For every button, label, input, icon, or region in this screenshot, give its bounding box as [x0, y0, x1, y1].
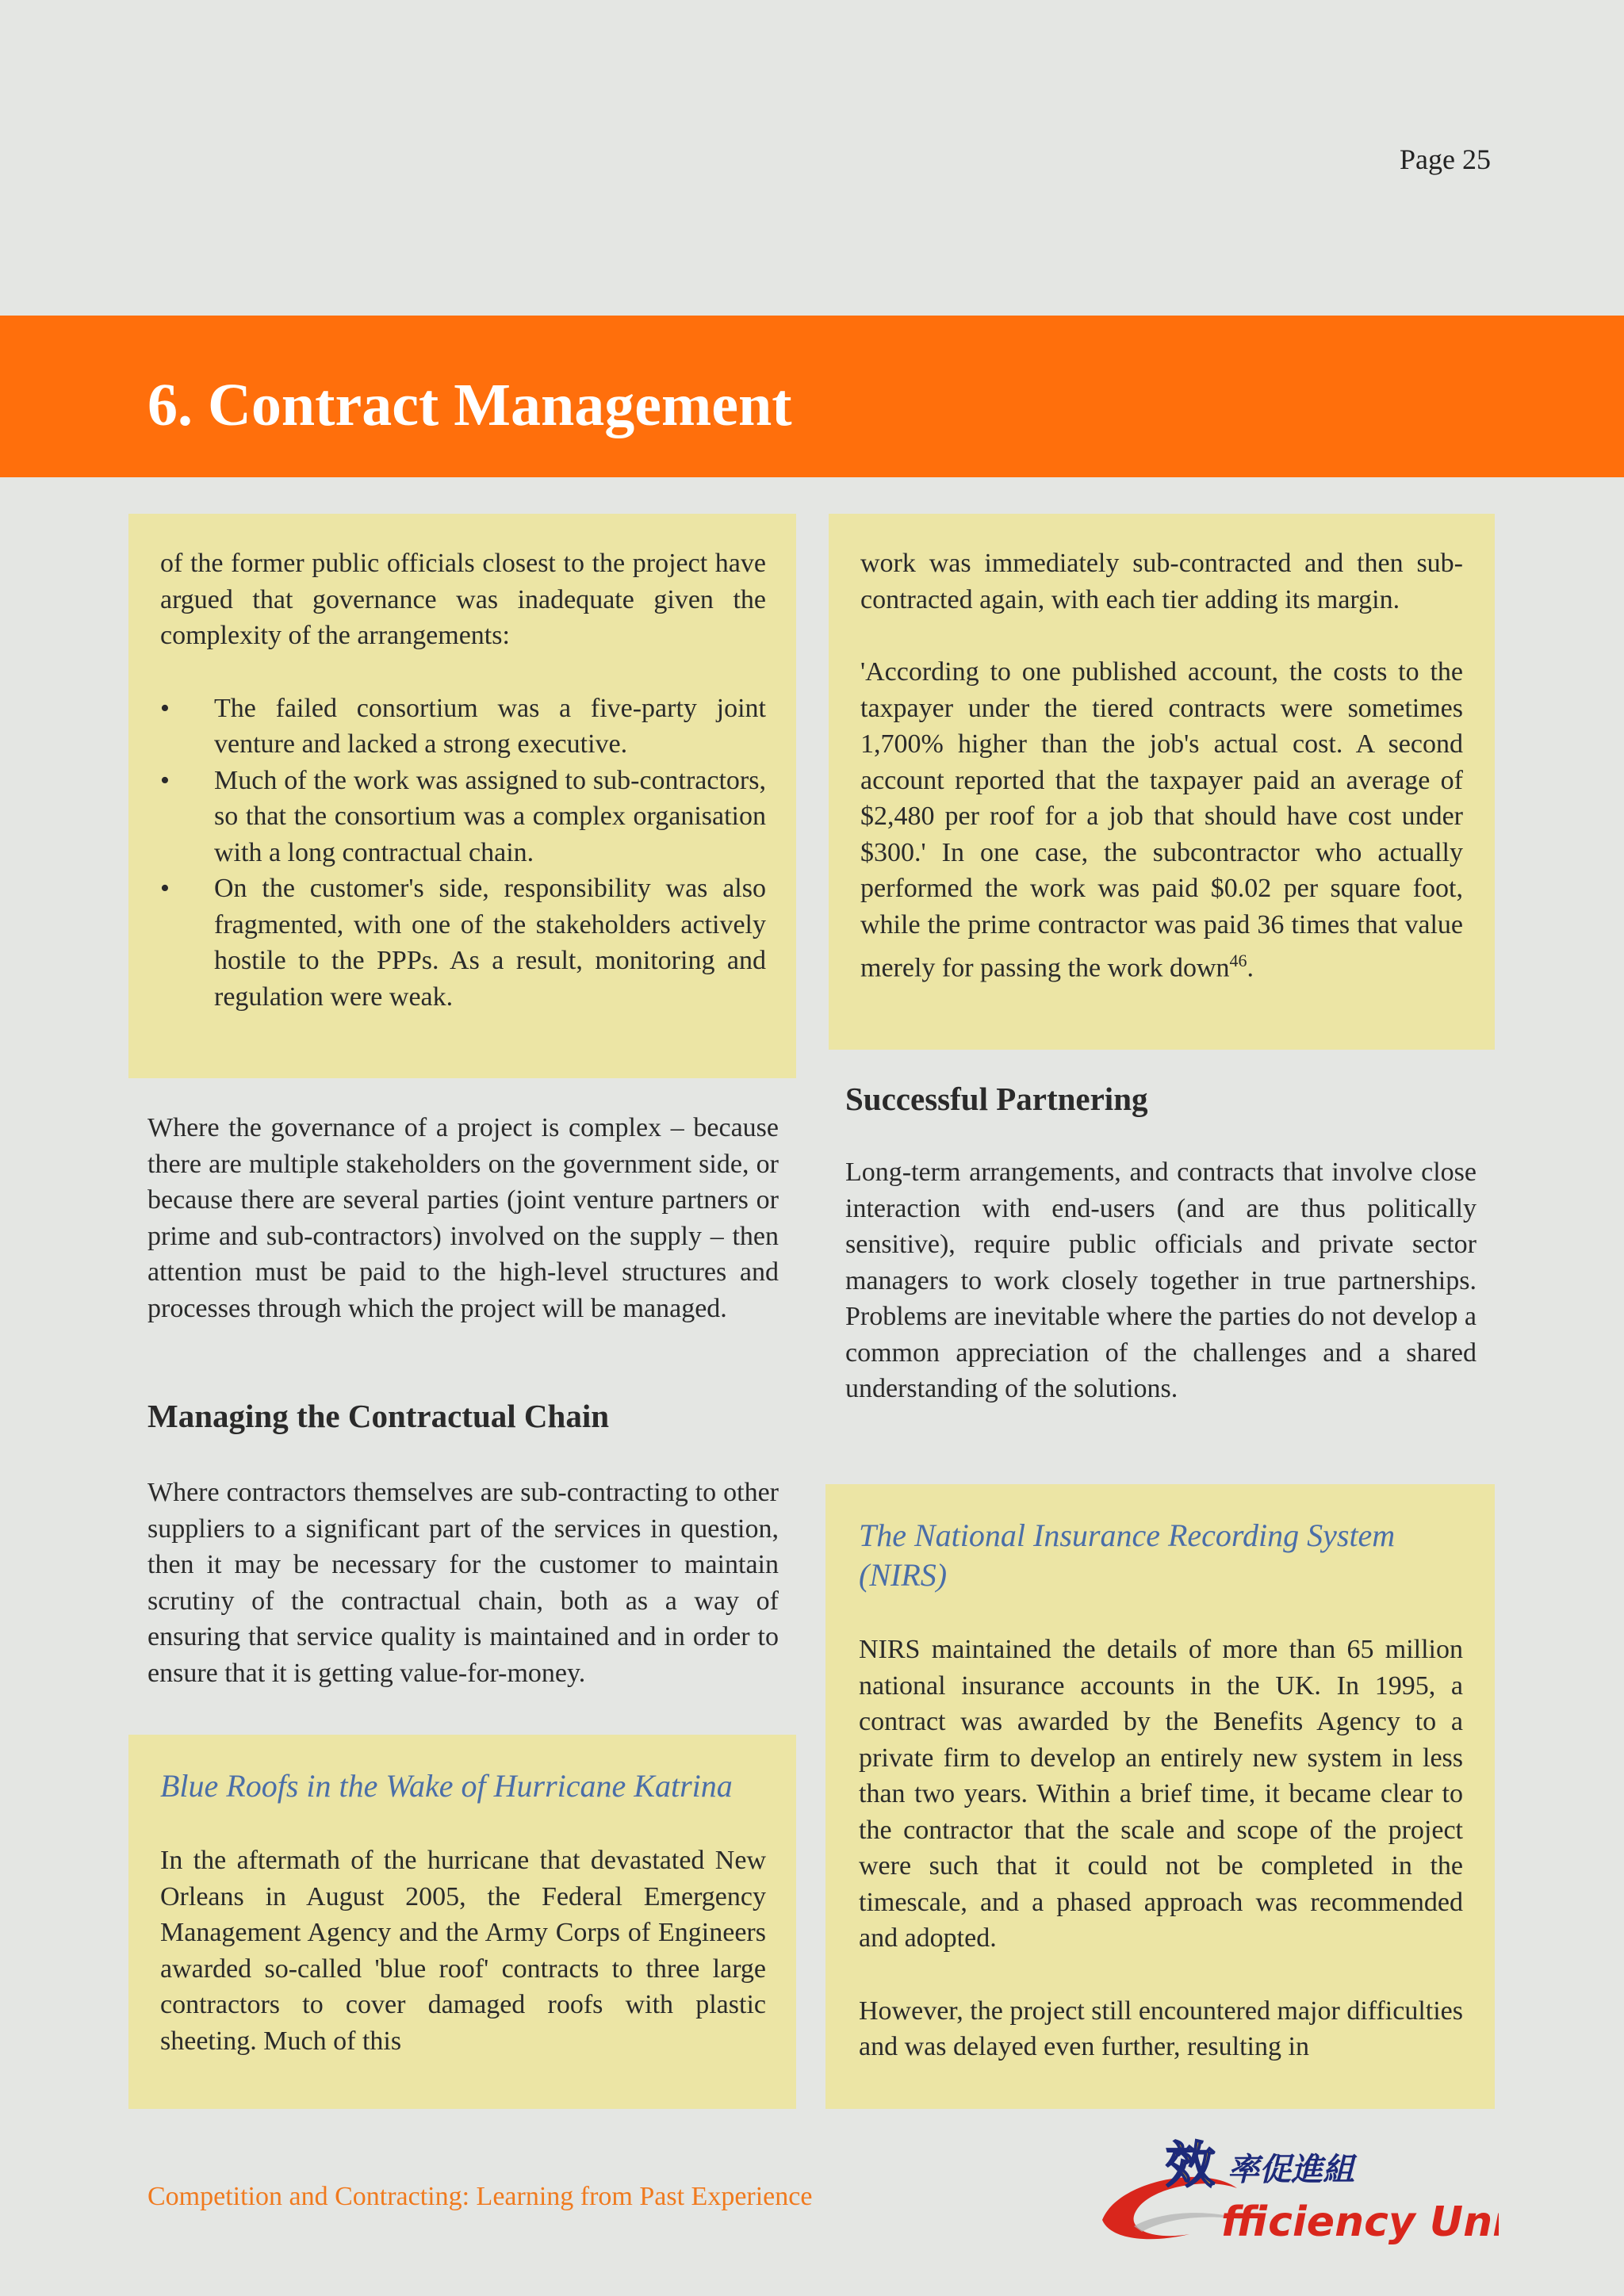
nirs-paragraph-1: NIRS maintained the details of more than 65 million national insurance accounts in the UK. In 1995, a contract was awarded by the Benefits Agency to a private firm to develop an entirely new system in less than two years. Within a brief time, it became clear to the contractor that the scale and scope of the project were such that it could not be completed in the timescale, and a phased approach was recommended and adopted.: [859, 1635, 1463, 1953]
nirs-title: The National Insurance Recording System (NIRS): [859, 1517, 1396, 1593]
bullet-icon: •: [160, 765, 170, 795]
page-number: Page 25: [1400, 144, 1491, 175]
chapter-banner: [0, 316, 1624, 477]
partnering-heading: Successful Partnering: [845, 1081, 1148, 1117]
footnote-marker: 46: [1229, 951, 1247, 970]
logo-chinese-text: 率促進組: [1228, 2152, 1354, 2188]
box2-quote-text: 'According to one published account, the costs to the taxpayer under the tiered contracts were sometimes 1,700% higher than the job's actual cost. A second account reported that the taxpayer paid an average of $2,480 per roof for a job that should have cost under $300.' In one case, the subcontractor who actually performed the work was paid $0.02 per square foot, while the prime contractor was paid 36 times that value merely for passing the work down: [860, 657, 1463, 983]
managing-chain-paragraph: Where contractors themselves are sub-contracting to other suppliers to a significant part of the services in question, then it may be necessary for the customer to maintain scrutiny of the contractual chain, both as a way of ensuring that service quality is maintained and in order to ensure that it is getting value-for-money.: [147, 1478, 779, 1688]
bullet-icon: •: [160, 693, 170, 723]
logo-mark-char: 效: [1166, 2136, 1216, 2194]
bullet-text: The failed consortium was a five-party joint venture and lacked a strong executive.: [214, 693, 766, 759]
blue-roofs-paragraph: In the aftermath of the hurricane that devastated New Orleans in August 2005, the Federal Emergency Management Agency and the Army Corps of Engineers awarded so-called 'blue roof' contracts to three large contractors to cover damaged roofs with plastic sheeting. Much of this: [160, 1846, 766, 2056]
governance-paragraph: Where the governance of a project is complex – because there are multiple stakeholders on the government side, or because there are several parties (joint venture partners or prime and sub-contractors) involved on the supply – then attention must be paid to the high-level structures and processes through which the project will be managed.: [147, 1113, 779, 1323]
box2-paragraph-2: [860, 654, 1463, 986]
chapter-title: 6. Contract Management: [147, 372, 792, 438]
governance-case-box: [128, 514, 796, 1078]
box2-paragraph-1: work was immediately sub-contracted and then sub-contracted again, with each tier adding its margin.: [860, 549, 1463, 614]
box2-end: .: [1247, 953, 1254, 983]
box1-bullet-list: [160, 691, 766, 1016]
bullet-item: [160, 691, 766, 763]
logo-english-text: fficiency Unit: [1221, 2198, 1499, 2246]
partnering-paragraph: Long-term arrangements, and contracts that involve close interaction with end-users (and are thus politically sensitive), require public officials and private sector managers to work closely together in true partnerships. Problems are inevitable where the parties do not develop a common appreciation of the challenges and a shared understanding of the solutions.: [845, 1158, 1477, 1403]
bullet-text: On the customer's side, responsibility was also fragmented, with one of the stakeholders actively hostile to the PPPs. As a result, monitoring and regulation were weak.: [214, 874, 766, 1012]
nirs-paragraph-2: However, the project still encountered major difficulties and was delayed even further, resulting in: [859, 1996, 1463, 2061]
nirs-box: [825, 1484, 1495, 2109]
bullet-item: [160, 763, 766, 871]
blue-roofs-box: [128, 1735, 796, 2109]
efficiency-unit-logo-icon: [1086, 2133, 1499, 2252]
managing-chain-heading: Managing the Contractual Chain: [147, 1398, 610, 1434]
blue-roof-continuation-box: [829, 514, 1495, 1050]
bullet-text: Much of the work was assigned to sub-contractors, so that the consortium was a complex organisation with a long contractual chain.: [214, 765, 766, 867]
efficiency-unit-logo: [1086, 2133, 1499, 2252]
blue-roofs-title: Blue Roofs in the Wake of Hurricane Katrina: [160, 1768, 733, 1804]
box1-intro: of the former public officials closest to the project have argued that governance was inadequate given the complexity of the arrangements:: [160, 549, 766, 650]
bullet-icon: •: [160, 874, 170, 903]
bullet-item: [160, 871, 766, 1015]
publication-title: Competition and Contracting: Learning from Past Experience: [147, 2182, 813, 2211]
